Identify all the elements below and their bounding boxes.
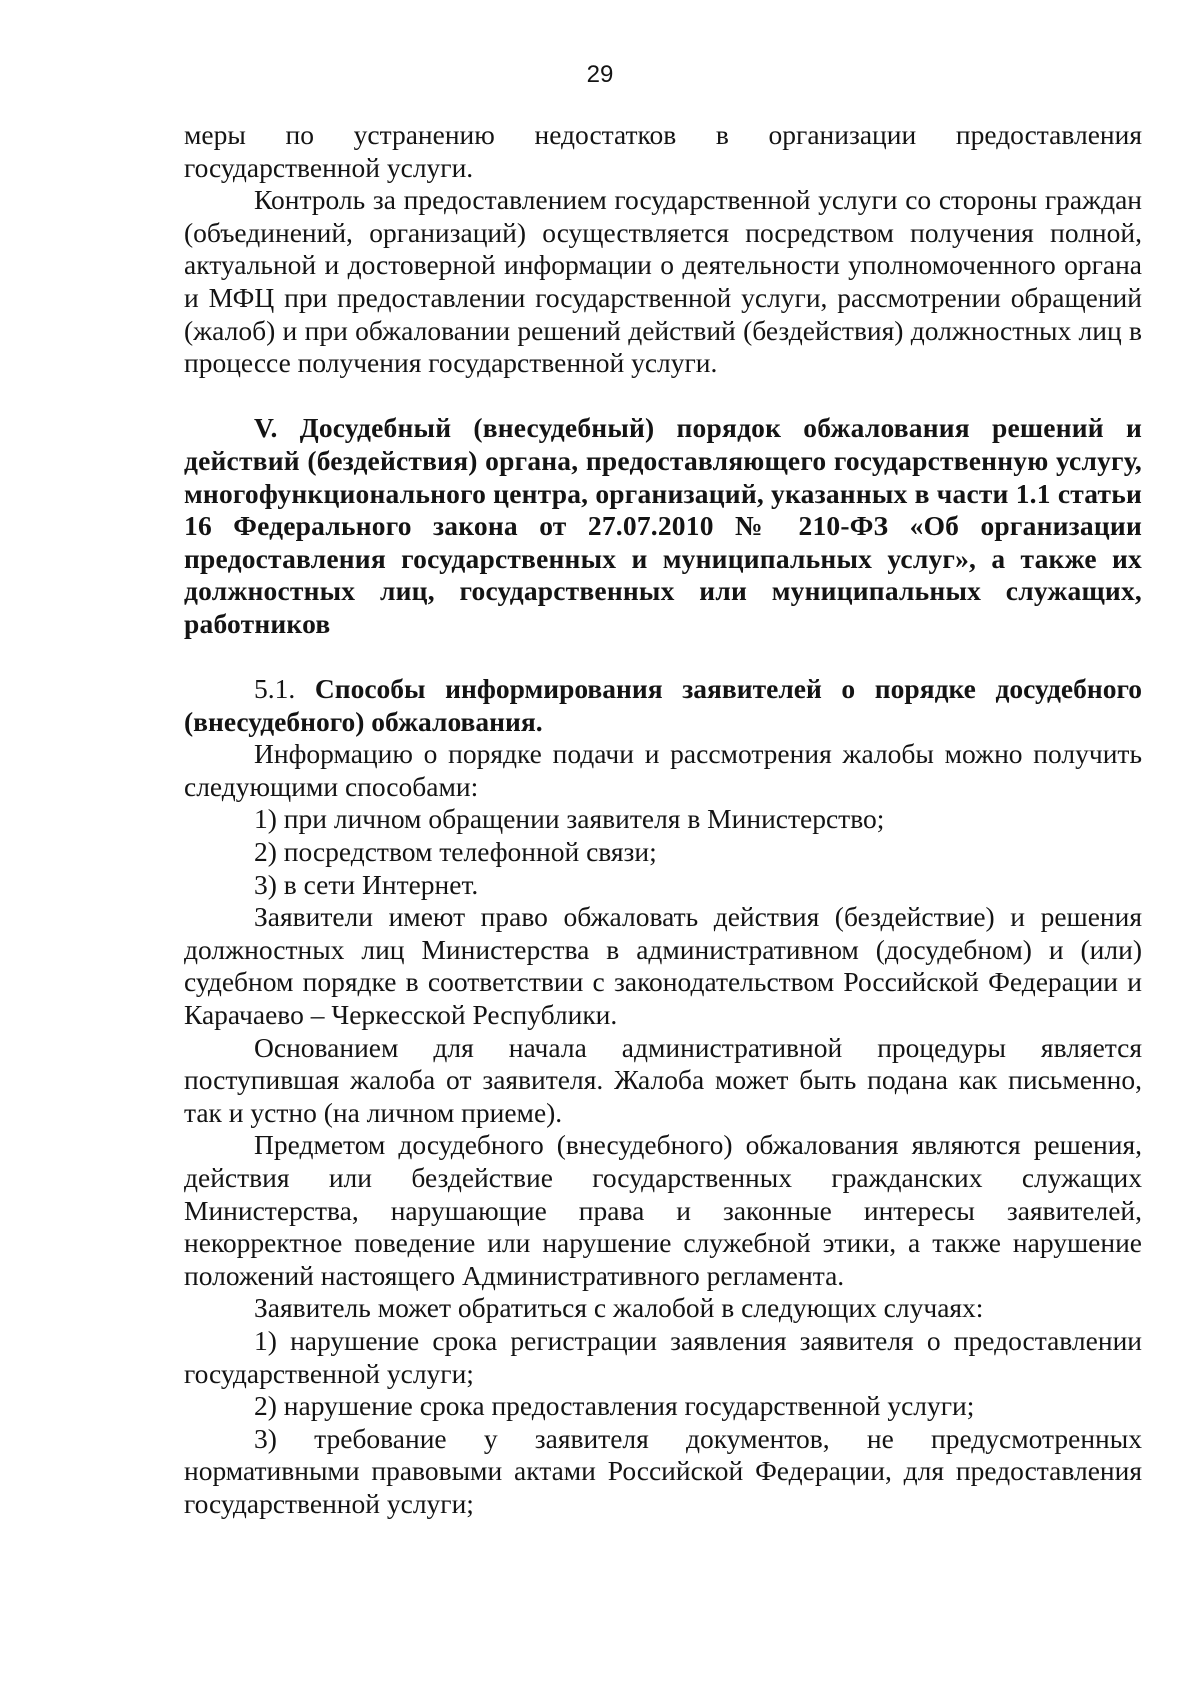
subsection-number: 5.1. [254,673,315,705]
list-item: 3) в сети Интернет. [254,868,479,900]
list-item: 2) нарушение срока предоставления государственной услуги; [254,1390,975,1422]
paragraph: Контроль за предоставлением государственной услуги со стороны граждан (объединений, организаций) осуществляется посредством получения полной, актуальной и достоверной информации о деятельности уполномоченного органа и МФЦ при предоставлении государственной услуги, рассмотрении обращений (жалоб) и при обжаловании решений действий (бездействия) должностных лиц в процессе получения государственной услуги. [184,184,1142,379]
list-item: 2) посредством телефонной связи; [254,836,657,868]
list-item: 1) нарушение срока регистрации заявления заявителя о предоставлении государственной услуги; [184,1324,1142,1389]
spacer [184,641,1142,674]
subsection-heading [184,673,1142,738]
list-item: 3) требование у заявителя документов, не предусмотренных нормативными правовыми актами Российской Федерации, для предоставления государственной услуги; [184,1422,1142,1519]
paragraph: Основанием для начала административной процедуры является поступившая жалоба от заявителя. Жалоба может быть подана как письменно, так и устно (на личном приеме). [184,1031,1142,1128]
paragraph: Заявитель может обратиться с жалобой в следующих случаях: [254,1292,984,1324]
document-body [184,119,1142,1521]
paragraph: Заявители имеют право обжаловать действия (бездействие) и решения должностных лиц Министерства в административном (досудебном) и (или) судебном порядке в соответствии с законодательством Российской Федерации и Карачаево – Черкесской Республики. [184,901,1142,1031]
list-item: 1) при личном обращении заявителя в Министерство; [254,803,885,835]
paragraph: Предметом досудебного (внесудебного) обжалования являются решения, действия или бездействие государственных гражданских служащих Министерства, нарушающие права и законные интересы заявителей, некорректное поведение или нарушение служебной этики, а также нарушение положений настоящего Административного регламента. [184,1129,1142,1291]
section-heading: V. Досудебный (внесудебный) порядок обжалования решений и действий (бездействия) органа, предоставляющего государственную услугу, многофункционального центра, организаций, указанных в части 1.1 статьи 16 Федерального закона от 27.07.2010 № 210-ФЗ «Об организации предоставления государственных и муниципальных услуг», а также их должностных лиц, государственных или муниципальных служащих, работников [184,412,1142,639]
subsection-title: Способы информирования заявителей о порядке досудебного (внесудебного) обжалования. [184,673,1143,737]
spacer [184,380,1142,413]
paragraph: меры по устранению недостатков в организации предоставления государственной услуги. [184,119,1142,183]
paragraph: Информацию о порядке подачи и рассмотрения жалобы можно получить следующими способами: [184,738,1142,802]
page-number: 29 [586,61,614,88]
